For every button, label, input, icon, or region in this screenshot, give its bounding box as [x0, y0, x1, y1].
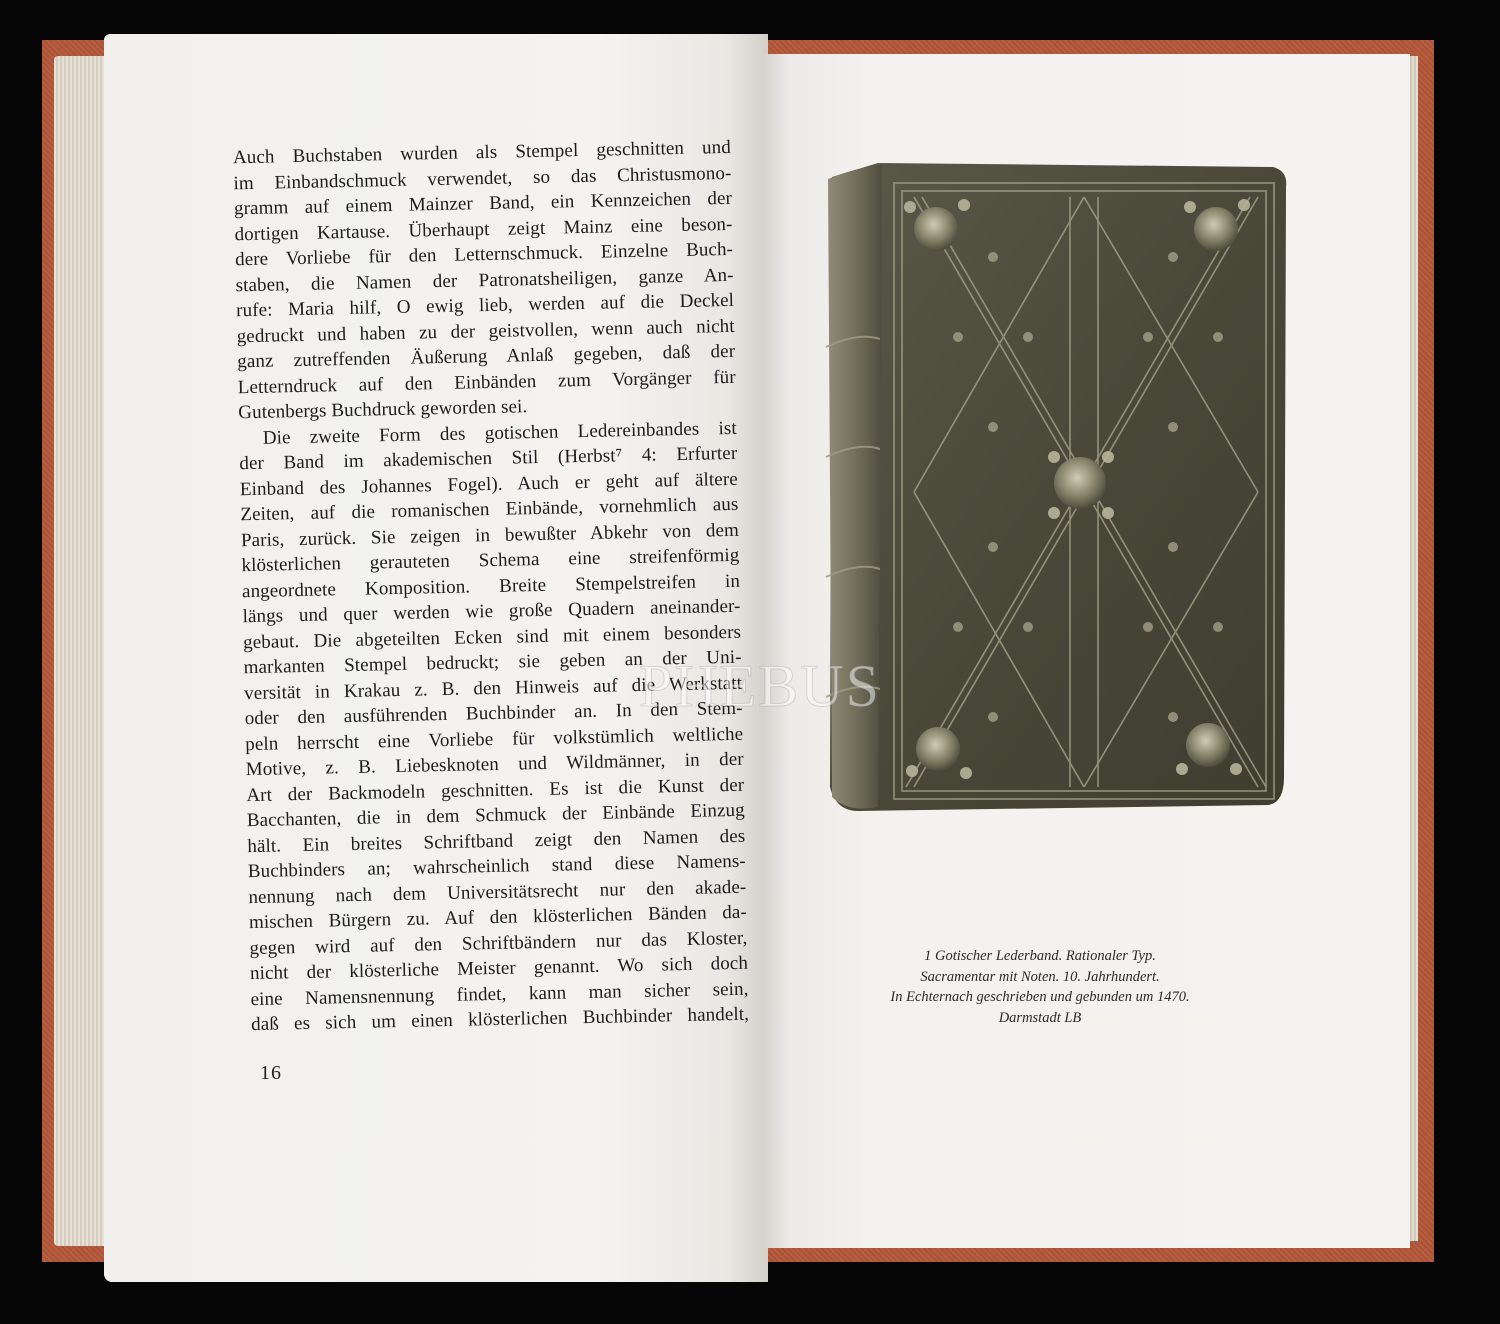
text-line: der Band im akademischen Stil (Herbst⁷ 4: Erfurter [239, 442, 738, 475]
body-text [233, 135, 750, 1038]
text-line: daß es sich um einen klösterlichen Buchbinder handelt, [250, 1003, 750, 1036]
text-line: Gutenbergs Buchdruck geworden sei. [238, 396, 528, 424]
text-line: nicht der klösterliche Meister genannt. Wo sich doch [249, 952, 749, 985]
text-line: angeordnete Komposition. Breite Stempelstreifen in [241, 570, 741, 602]
text-line: gedruckt und haben zu der geistvollen, wenn auch nicht [236, 315, 735, 347]
page-number: 16 [260, 1062, 282, 1084]
text-line: dere Vorliebe für den Letternschmuck. Einzelne Buch- [234, 238, 734, 271]
text-line: versität in Krakau z. B. den Hinweis auf die Werkstatt [243, 672, 743, 704]
text-line: längs und quer werden wie große Quadern aneinander- [242, 595, 741, 628]
watermark: PHEBUS [638, 653, 882, 719]
caption-line: Darmstadt LB [998, 1009, 1082, 1026]
text-line: Auch Buchstaben wurden als Stempel geschnitten und [232, 136, 732, 169]
text-line: eine Namensnennung findet, kann man sicher sein, [250, 978, 749, 1010]
text-line: ganz zutreffenden Äußerung Anlaß gegeben, daß der [237, 340, 736, 373]
text-line: Einband des Johannes Fogel). Auch er geht auf ältere [239, 468, 739, 500]
text-line: hält. Ein breites Schriftband zeigt den Namen des [247, 825, 746, 857]
text-line: nennung nach dem Universitätsrecht nur den akade- [248, 876, 747, 908]
text-line: Letterndruck auf den Einbänden zum Vorgänger für [237, 366, 736, 398]
text-line: markanten Stempel bedruckt; sie geben an der Uni- [243, 646, 742, 679]
caption-line: Sacramentar mit Noten. 10. Jahrhundert. [920, 968, 1160, 985]
text-line: gebaut. Die abgeteilten Ecken sind mit einem besonders [242, 621, 742, 653]
text-line: peln herrscht eine Vorliebe für volkstümlich weltliche [245, 723, 744, 755]
text-line: im Einbandschmuck verwendet, so das Christusmono- [233, 162, 732, 194]
text-line: Bacchanten, die in dem Schmuck der Einbände Einzug [246, 799, 745, 832]
text-line: gegen wird auf den Schriftbändern nur das Kloster, [249, 927, 748, 959]
caption-line: 1 Gotischer Lederband. Rationaler Typ. [924, 948, 1156, 964]
text-line: Paris, zurück. Sie zeigen in bewußter Abkehr von dem [240, 519, 740, 551]
text-line: klösterlichen gerauteten Schema eine streifenförmig [241, 544, 740, 577]
text-line: mischen Bürgern zu. Auf den klösterlichen Bänden da- [248, 901, 748, 934]
text-line: Die zweite Form des gotischen Ledereinbandes ist [262, 417, 737, 449]
figure-caption [840, 946, 1240, 1028]
text-line: dortigen Kartause. Überhaupt zeigt Mainz eine beson- [234, 213, 733, 245]
text-line: oder den ausführenden Buchbinder an. In den Stem- [244, 697, 743, 730]
text-line: Zeiten, auf die romanischen Einbände, vornehmlich aus [240, 493, 739, 526]
text-line: Buchbinders an; wahrscheinlich stand diese Namens- [247, 850, 747, 883]
text-line: Motive, z. B. Liebesknoten und Wildmänner, in der [245, 748, 744, 781]
caption-line: In Echternach geschrieben und gebunden um 1470. [890, 989, 1190, 1005]
text-line: Art der Backmodeln geschnitten. Es ist die Kunst der [246, 774, 745, 806]
text-line: staben, die Namen der Patronatsheiligen, ganze An- [235, 264, 734, 296]
text-line: gramm auf einem Mainzer Band, ein Kennzeichen der [233, 187, 733, 220]
text-line: rufe: Maria hilf, O ewig lieb, werden auf die Deckel [235, 289, 735, 322]
